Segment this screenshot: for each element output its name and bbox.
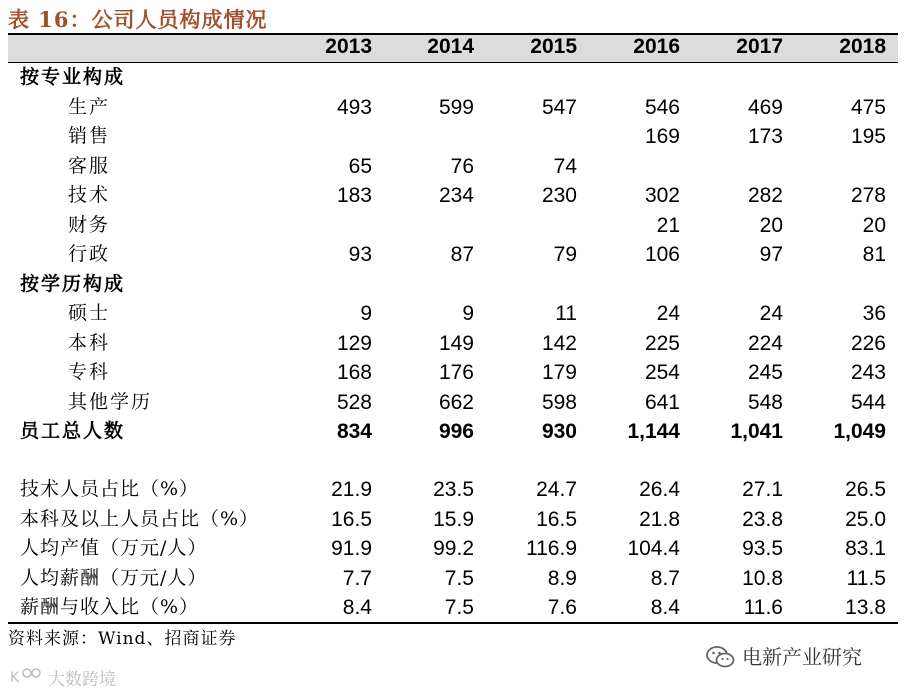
row-label: 本科 bbox=[68, 331, 111, 354]
row-label: 专科 bbox=[68, 361, 111, 383]
table-cell: 8.9 bbox=[547, 566, 577, 590]
table-cell bbox=[580, 63, 680, 92]
table-cell: 116.9 bbox=[526, 537, 577, 560]
table-cell: 1,144 bbox=[627, 420, 680, 443]
table-row bbox=[0, 475, 907, 504]
table-cell bbox=[580, 270, 680, 299]
table-cell: 65 bbox=[348, 154, 372, 178]
table-row bbox=[0, 417, 907, 446]
table-cell: 254 bbox=[644, 361, 680, 384]
table-cell: 469 bbox=[747, 95, 783, 119]
table-cell: 9 bbox=[462, 302, 474, 325]
row-label: 行政 bbox=[68, 243, 111, 265]
table-cell: 8.7 bbox=[650, 566, 680, 590]
year-header: 2014 bbox=[427, 35, 474, 58]
table-cell: 16.5 bbox=[536, 507, 577, 531]
table-cell: 493 bbox=[336, 95, 372, 119]
table-cell bbox=[374, 270, 474, 299]
table-cell: 99.2 bbox=[433, 537, 474, 560]
year-header: 2017 bbox=[736, 35, 783, 58]
table-row bbox=[0, 122, 907, 151]
table-cell: 226 bbox=[850, 331, 886, 355]
table-cell: 149 bbox=[438, 331, 474, 355]
year-header: 2018 bbox=[839, 35, 886, 58]
table-cell: 930 bbox=[541, 420, 577, 443]
table-cell: 544 bbox=[850, 390, 886, 414]
table-cell: 81 bbox=[862, 243, 886, 266]
table-row bbox=[0, 534, 907, 563]
table-cell: 243 bbox=[850, 361, 886, 384]
row-label: 技术人员占比（%） bbox=[20, 478, 200, 500]
row-label: 财务 bbox=[68, 213, 111, 236]
row-label: 客服 bbox=[68, 154, 111, 177]
table-cell: 27.1 bbox=[742, 478, 783, 501]
table-cell: 21 bbox=[656, 213, 680, 237]
table-row bbox=[0, 299, 907, 328]
table-cell: 1,041 bbox=[730, 420, 783, 443]
table-cell: 546 bbox=[644, 95, 680, 119]
svg-text:K: K bbox=[10, 669, 20, 686]
table-row bbox=[0, 564, 907, 593]
table-cell: 142 bbox=[541, 331, 577, 355]
row-label: 员工总人数 bbox=[20, 420, 126, 442]
row-label: 按学历构成 bbox=[20, 272, 126, 295]
table-cell: 8.4 bbox=[342, 596, 372, 619]
table-cell: 25.0 bbox=[845, 507, 886, 531]
table-row bbox=[0, 358, 907, 387]
watermark-text: 大数跨境 bbox=[48, 670, 116, 690]
table-cell: 169 bbox=[644, 125, 680, 148]
table-cell: 26.4 bbox=[639, 478, 680, 501]
table-row bbox=[0, 593, 907, 622]
row-label: 技术 bbox=[68, 184, 111, 206]
table-cell: 106 bbox=[644, 243, 680, 266]
table-title: 表 16：公司人员构成情况 bbox=[8, 7, 268, 32]
table-cell bbox=[374, 63, 474, 92]
table-cell: 7.7 bbox=[342, 566, 372, 590]
table-cell: 547 bbox=[541, 95, 577, 119]
table-cell: 11.6 bbox=[743, 596, 783, 619]
watermark bbox=[10, 668, 116, 692]
table-cell: 15.9 bbox=[433, 507, 474, 531]
table-cell: 599 bbox=[438, 95, 474, 119]
table-cell: 104.4 bbox=[627, 537, 680, 560]
year-header: 2013 bbox=[325, 35, 372, 58]
table-cell: 278 bbox=[850, 184, 886, 207]
table-cell: 79 bbox=[553, 243, 577, 266]
table-row bbox=[0, 270, 907, 299]
table-cell: 74 bbox=[553, 154, 577, 178]
table-cell: 225 bbox=[644, 331, 680, 355]
table-cell bbox=[786, 270, 886, 299]
row-label: 生产 bbox=[68, 95, 111, 118]
row-label: 薪酬与收入比（%） bbox=[20, 596, 200, 618]
table-cell: 598 bbox=[541, 390, 577, 414]
table-cell bbox=[683, 270, 783, 299]
table-cell: 548 bbox=[747, 390, 783, 414]
table-cell: 834 bbox=[336, 420, 372, 443]
table-cell: 83.1 bbox=[845, 537, 886, 560]
table-cell: 129 bbox=[336, 331, 372, 355]
table-cell: 11 bbox=[555, 302, 577, 325]
table-cell bbox=[477, 63, 577, 92]
table-cell: 1,049 bbox=[833, 420, 886, 443]
table-cell: 8.4 bbox=[650, 596, 680, 619]
wechat-account bbox=[706, 642, 862, 672]
table-row bbox=[0, 63, 907, 92]
row-label: 人均薪酬（万元/人） bbox=[20, 566, 208, 589]
table-cell: 87 bbox=[450, 243, 474, 266]
table-cell: 10.8 bbox=[742, 566, 783, 590]
table-row bbox=[0, 388, 907, 417]
table-cell: 23.5 bbox=[433, 478, 474, 501]
wechat-icon bbox=[706, 645, 736, 669]
year-header: 2016 bbox=[633, 35, 680, 58]
table-cell bbox=[683, 63, 783, 92]
table-cell: 21.8 bbox=[639, 507, 680, 531]
table-cell: 282 bbox=[747, 184, 783, 207]
table-cell: 996 bbox=[438, 420, 474, 443]
table-cell: 16.5 bbox=[331, 507, 372, 531]
table-cell: 23.8 bbox=[742, 507, 783, 531]
table-bottom-rule bbox=[8, 622, 898, 624]
table-cell: 13.8 bbox=[845, 596, 886, 619]
table-cell bbox=[477, 211, 577, 240]
table-cell: 24.7 bbox=[536, 478, 577, 501]
table-cell bbox=[272, 122, 372, 151]
wechat-account-name: 电新产业研究 bbox=[742, 645, 862, 669]
table-cell: 245 bbox=[747, 361, 783, 384]
table-row bbox=[0, 152, 907, 181]
year-header: 2015 bbox=[530, 35, 577, 58]
table-cell bbox=[374, 211, 474, 240]
table-cell: 195 bbox=[850, 125, 886, 148]
table-cell bbox=[272, 270, 372, 299]
row-label: 其他学历 bbox=[68, 390, 153, 413]
table-row bbox=[0, 240, 907, 269]
table-cell bbox=[477, 122, 577, 151]
table-cell: 7.5 bbox=[444, 566, 474, 590]
table-cell bbox=[374, 122, 474, 151]
table-cell: 475 bbox=[850, 95, 886, 119]
table-cell: 97 bbox=[759, 243, 783, 266]
watermark-logo-icon bbox=[10, 667, 44, 694]
table-cell: 7.6 bbox=[547, 596, 577, 619]
table-cell: 168 bbox=[336, 361, 372, 384]
table-cell: 26.5 bbox=[845, 478, 886, 501]
table-cell: 93.5 bbox=[742, 537, 783, 560]
table-cell bbox=[477, 270, 577, 299]
table-cell: 21.9 bbox=[331, 478, 372, 501]
table-cell: 179 bbox=[541, 361, 577, 384]
table-cell: 20 bbox=[862, 213, 886, 237]
table-cell: 11.5 bbox=[846, 566, 886, 590]
row-label: 人均产值（万元/人） bbox=[20, 537, 208, 559]
table-cell: 91.9 bbox=[331, 537, 372, 560]
table-row bbox=[0, 505, 907, 534]
table-cell: 302 bbox=[644, 184, 680, 207]
table-cell: 20 bbox=[759, 213, 783, 237]
table-row bbox=[0, 211, 907, 240]
table-cell: 230 bbox=[541, 184, 577, 207]
table-cell bbox=[272, 63, 372, 92]
table-cell: 9 bbox=[360, 302, 372, 325]
table-cell bbox=[786, 152, 886, 181]
table-cell bbox=[272, 211, 372, 240]
table-cell: 176 bbox=[438, 361, 474, 384]
table-row bbox=[0, 93, 907, 122]
table-cell: 7.5 bbox=[444, 596, 474, 619]
table-cell: 36 bbox=[862, 302, 886, 325]
row-label: 按专业构成 bbox=[20, 66, 126, 88]
table-cell: 93 bbox=[348, 243, 372, 266]
table-cell: 641 bbox=[644, 390, 680, 414]
row-label: 销售 bbox=[68, 125, 111, 147]
source-note: 资料来源：Wind、招商证券 bbox=[8, 629, 237, 649]
table-cell: 183 bbox=[336, 184, 372, 207]
table-cell: 234 bbox=[438, 184, 474, 207]
table-cell bbox=[580, 152, 680, 181]
table-cell bbox=[786, 63, 886, 92]
table-cell: 76 bbox=[450, 154, 474, 178]
table-cell: 662 bbox=[438, 390, 474, 414]
table-row bbox=[0, 329, 907, 358]
table-row bbox=[0, 181, 907, 210]
row-label: 本科及以上人员占比（%） bbox=[20, 507, 260, 530]
table-cell bbox=[683, 152, 783, 181]
table-cell: 173 bbox=[747, 125, 783, 148]
row-label: 硕士 bbox=[68, 302, 111, 324]
table-cell: 24 bbox=[759, 302, 783, 325]
table-cell: 528 bbox=[336, 390, 372, 414]
table-cell: 224 bbox=[747, 331, 783, 355]
table-cell: 24 bbox=[656, 302, 680, 325]
